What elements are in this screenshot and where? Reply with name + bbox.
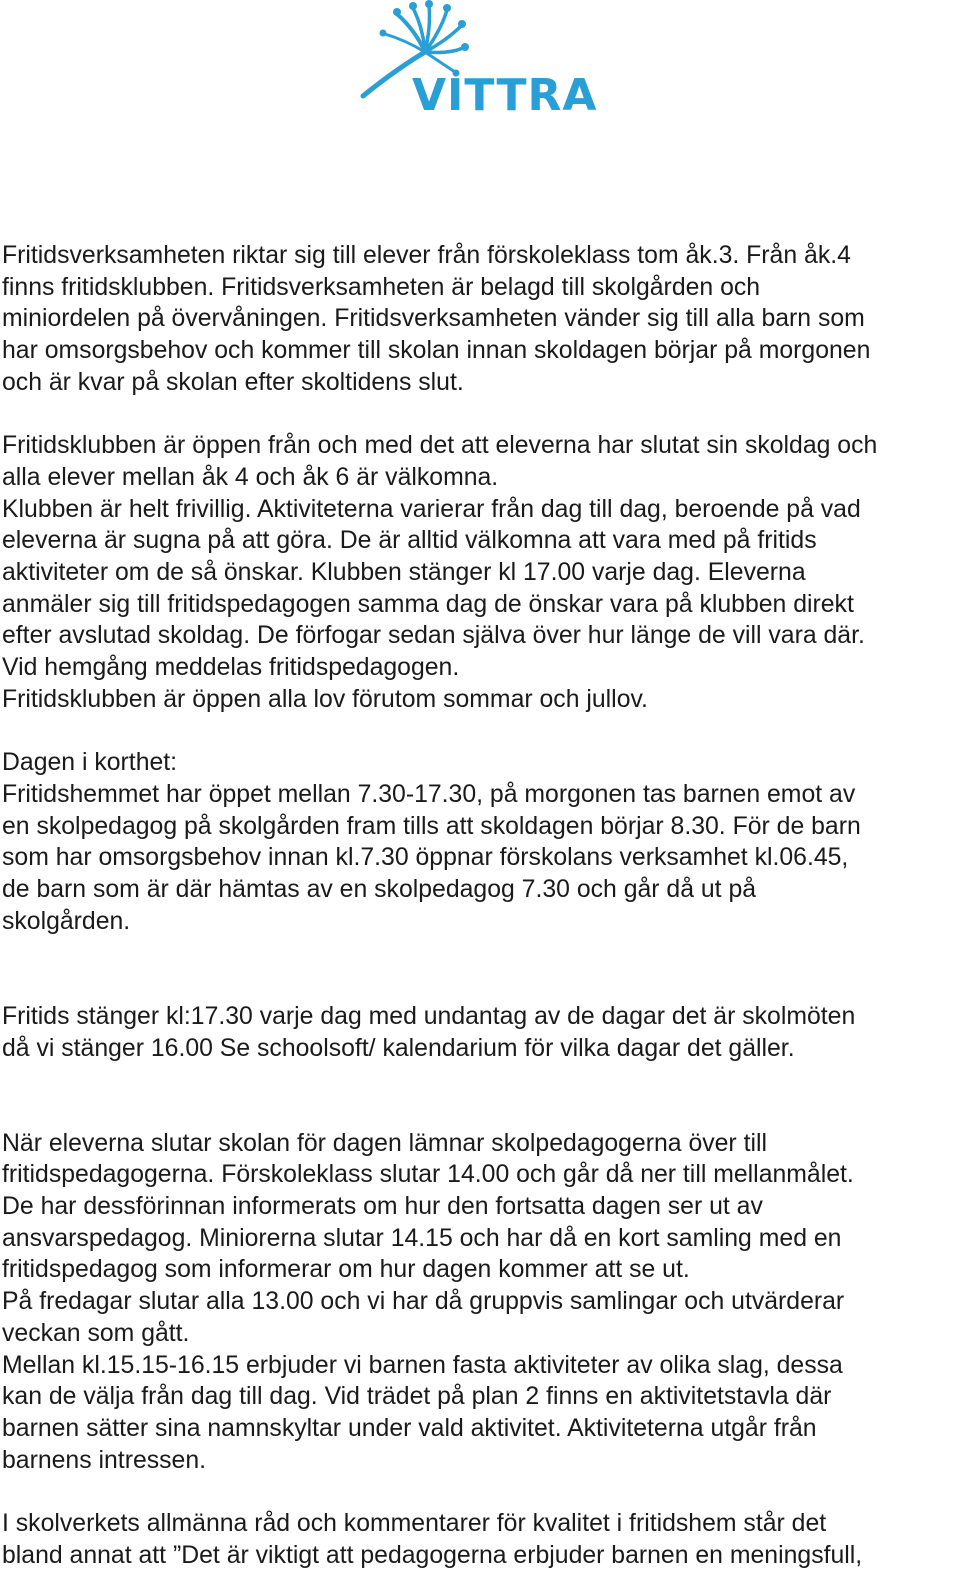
text-line: När eleverna slutar skolan för dagen lämnar skolpedagogerna över till: [2, 1129, 767, 1157]
text-line: aktiviteter om de så önskar. Klubben stänger kl 17.00 varje dag. Eleverna: [2, 559, 806, 587]
text-line: efter avslutad skoldag. De förfogar sedan själva över hur länge de vill vara där.: [2, 622, 865, 650]
text-line: På fredagar slutar alla 13.00 och vi har då gruppvis samlingar och utvärderar: [2, 1288, 845, 1316]
text-line: och är kvar på skolan efter skoltidens slut.: [2, 368, 464, 396]
text-line: miniordelen på övervåningen. Fritidsverksamheten vänder sig till alla barn som: [2, 305, 865, 333]
text-line: Fritidsklubben är öppen alla lov förutom sommar och jullov.: [2, 685, 648, 713]
logo-wordmark: VITTRA: [412, 70, 598, 121]
section-heading: Dagen i korthet:: [2, 749, 178, 777]
text-line: barnen sätter sina namnskyltar under vald aktivitet. Aktiviteterna utgår från: [2, 1414, 817, 1442]
text-line: har omsorgsbehov och kommer till skolan innan skoldagen börjar på morgonen: [2, 337, 871, 365]
text-line: kan de välja från dag till dag. Vid trädet på plan 2 finns en aktivitetstavla där: [2, 1383, 832, 1411]
text-line: Klubben är helt frivillig. Aktiviteterna varierar från dag till dag, beroende på vad: [2, 495, 861, 523]
document-body: [2, 240, 958, 1571]
text-line: ansvarspedagog. Miniorerna slutar 14.15 och har då en kort samling med en: [2, 1224, 842, 1252]
text-line: fritidspedagogerna. Förskoleklass slutar 14.00 och går då ner till mellanmålet.: [2, 1161, 854, 1189]
text-line: de barn som är där hämtas av en skolpedagog 7.30 och går då ut på: [2, 876, 757, 904]
paragraph-fritidsklubben: [2, 430, 958, 715]
paragraph-skolverket: [2, 1508, 958, 1571]
text-line: Mellan kl.15.15-16.15 erbjuder vi barnen fasta aktiviteter av olika slag, dessa: [2, 1351, 843, 1379]
paragraph-intro: [2, 240, 958, 399]
text-line: skolgården.: [2, 907, 131, 935]
text-line: finns fritidsklubben. Fritidsverksamheten är belagd till skolgården och: [2, 273, 761, 301]
text-line: en skolpedagog på skolgården fram tills att skoldagen börjar 8.30. För de barn: [2, 812, 861, 840]
paragraph-dagen-i-korthet: [2, 747, 958, 937]
text-line: anmäler sig till fritidspedagogen samma dag de önskar vara på klubben direkt: [2, 590, 854, 618]
text-line: Vid hemgång meddelas fritidspedagogen.: [2, 654, 460, 682]
vittra-logo: [355, 0, 605, 130]
text-line: veckan som gått.: [2, 1319, 190, 1347]
text-line: Fritidsklubben är öppen från och med det att eleverna har slutat sin skoldag och: [2, 432, 878, 460]
text-line: Fritidshemmet har öppet mellan 7.30-17.30, på morgonen tas barnen emot av: [2, 780, 856, 808]
text-line: I skolverkets allmänna råd och kommentarer för kvalitet i fritidshem står det: [2, 1510, 827, 1538]
text-line: alla elever mellan åk 4 och åk 6 är välkomna.: [2, 463, 499, 491]
text-line: bland annat att ”Det är viktigt att pedagogerna erbjuder barnen en meningsfull,: [2, 1541, 863, 1569]
text-line: eleverna är sugna på att göra. De är alltid välkomna att vara med på fritids: [2, 527, 817, 555]
text-line: fritidspedagog som informerar om hur dagen kommer att se ut.: [2, 1256, 690, 1284]
text-line: Fritids stänger kl:17.30 varje dag med undantag av de dagar det är skolmöten: [2, 1002, 856, 1030]
paragraph-efter-skolan: [2, 1128, 958, 1477]
text-line: barnens intressen.: [2, 1446, 207, 1474]
text-line: Fritidsverksamheten riktar sig till elever från förskoleklass tom åk.3. Från åk.4: [2, 242, 851, 269]
paragraph-stangning: [2, 1001, 958, 1064]
text-line: De har dessförinnan informerats om hur den fortsatta dagen ser ut av: [2, 1193, 763, 1221]
text-line: då vi stänger 16.00 Se schoolsoft/ kalendarium för vilka dagar det gäller.: [2, 1034, 795, 1062]
text-line: som har omsorgsbehov innan kl.7.30 öppnar förskolans verksamhet kl.06.45,: [2, 844, 849, 872]
